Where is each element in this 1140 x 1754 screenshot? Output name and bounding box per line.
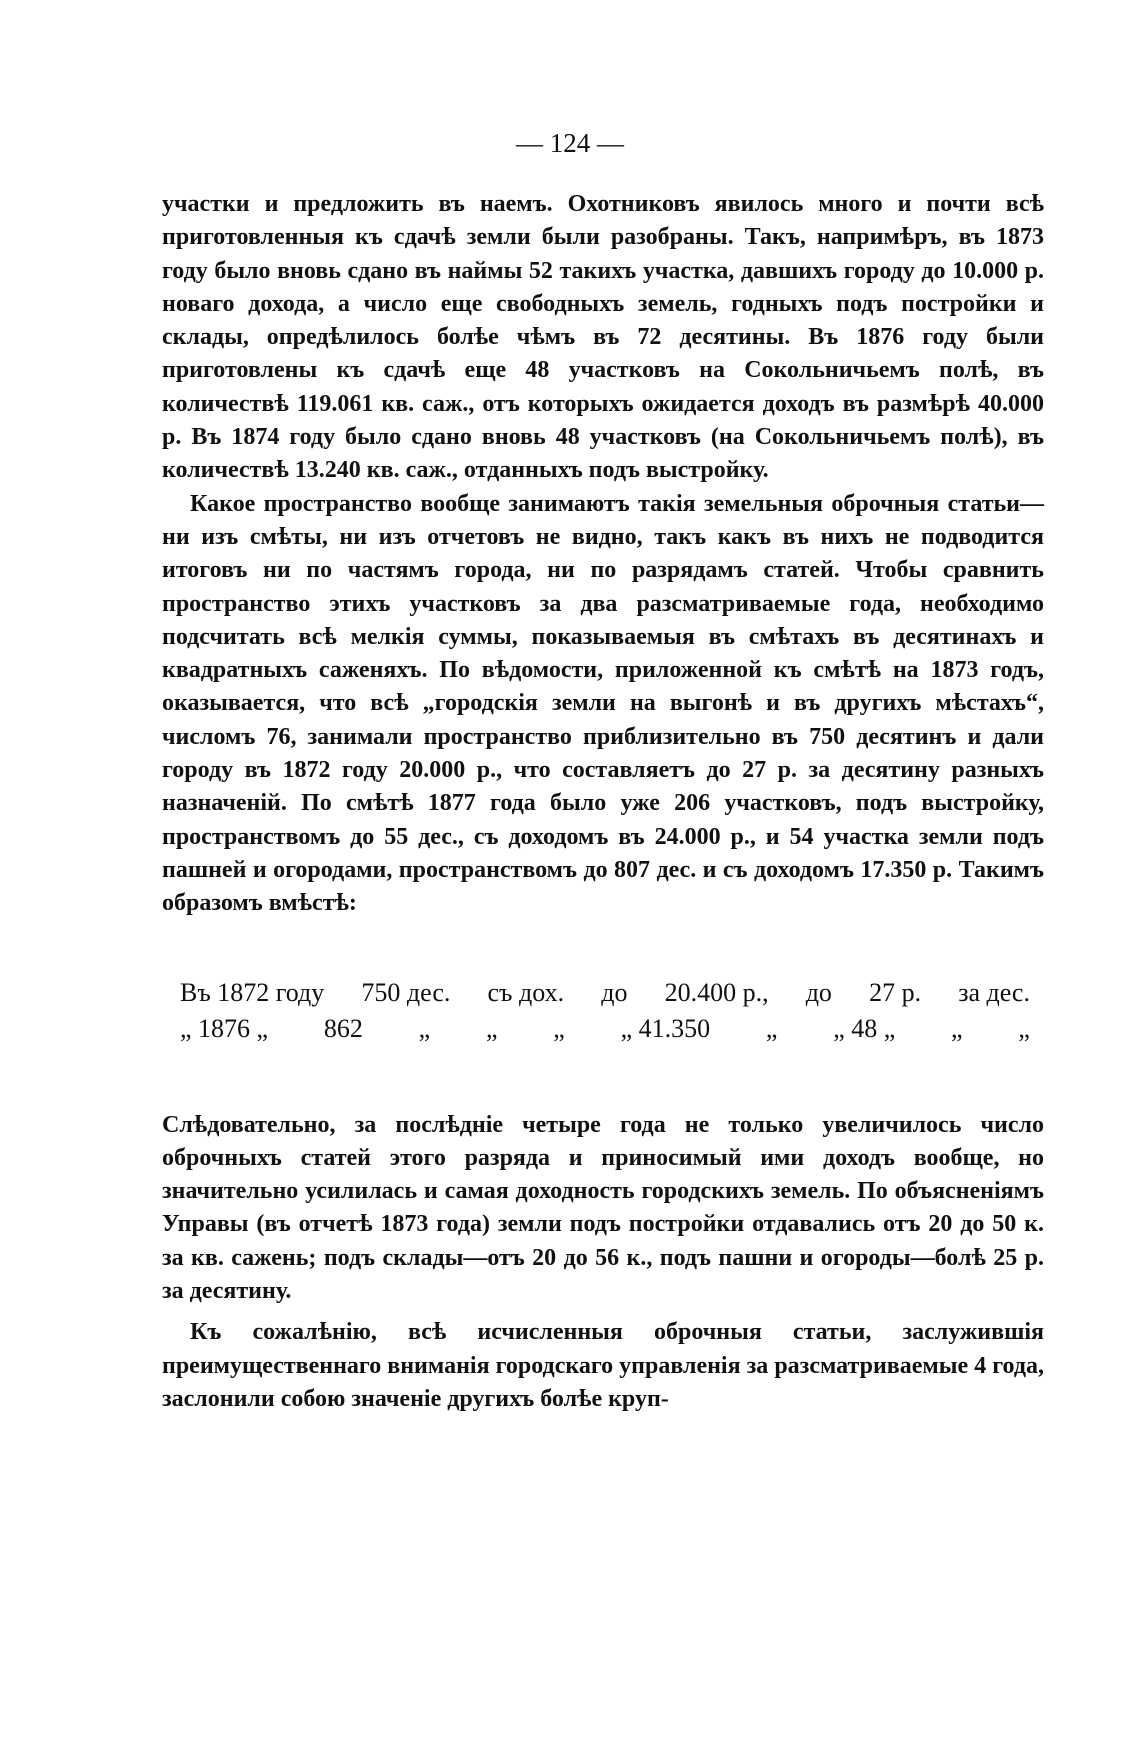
table-cell: „ 1876 „: [180, 1013, 269, 1043]
table-cell: „ 48 „: [833, 1013, 896, 1043]
table-cell: 862: [323, 1013, 363, 1043]
table-cell: 27 р.: [869, 977, 922, 1007]
table-cell: „: [765, 1013, 778, 1043]
paragraph-4: Къ сожалѣнію, всѣ исчисленныя оброчныя статьи, заслужившія преимущественнаго вниманія городскаго управленія за разсматриваемые 4 года, заслонили собою значеніе другихъ болѣе круп-: [162, 1319, 1044, 1412]
table-cell: „: [951, 1013, 963, 1043]
table-cell: „: [485, 1013, 498, 1043]
table-row-1876: [180, 1011, 1030, 1047]
table-cell: 750 дес.: [361, 977, 451, 1007]
body-text: [162, 188, 1044, 1416]
table-cell: 20.400 р.,: [664, 977, 769, 1007]
page-number: — 124 —: [516, 128, 624, 158]
table-cell: съ дох.: [487, 977, 565, 1007]
table-cell: до: [601, 977, 628, 1007]
table-cell: за дес.: [958, 977, 1030, 1007]
table-cell: „ 41.350: [620, 1013, 711, 1043]
paragraph-2: Какое пространство вообще занимаютъ такія земельныя оброчныя статьи—ни изъ смѣты, ни изъ отчетовъ не видно, такъ какъ въ нихъ не подводится итоговъ ни по частямъ города, ни по разрядамъ статей. Чтобы сравнить пространство этихъ участковъ за два разсматриваемые года, необходимо подсчитать всѣ мелкія суммы, показываемыя въ смѣтахъ въ десятинахъ и квадратныхъ саженяхъ. По вѣдомости, приложенной къ смѣтѣ на 1873 годъ, оказывается, что всѣ „городскія земли на выгонѣ и въ другихъ мѣстахъ“, числомъ 76, занимали пространство приблизительно въ 750 десятинъ и дали городу въ 1872 году 20.000 р., что составляетъ до 27 р. за десятину разныхъ назначеній. По смѣтѣ 1877 года было уже 206 участковъ, подъ выстройку, пространствомъ до 55 дес., съ доходомъ въ 24.000 р., и 54 участка земли подъ пашней и огородами, пространствомъ до 807 дес. и съ доходомъ 17.350 р. Такимъ образомъ вмѣстѣ:: [162, 490, 1044, 917]
table-cell: до: [805, 977, 832, 1007]
table-cell: „: [1018, 1013, 1030, 1043]
table-cell: „: [553, 1013, 565, 1043]
paragraph-1: участки и предложить въ наемъ. Охотниковъ явилось много и почти всѣ приготовленныя къ сдачѣ земли были разобраны. Такъ, напримѣръ, въ 1873 году было вновь сдано въ наймы 52 такихъ участка, давшихъ городу до 10.000 р. новаго дохода, а число еще свободныхъ земель, годныхъ подъ постройки и склады, опредѣлилось болѣе чѣмъ въ 72 десятины. Въ 1876 году были приготовлены къ сдачѣ еще 48 участковъ на Сокольничьемъ полѣ, въ количествѣ 119.061 кв. саж., отъ которыхъ ожидается доходъ въ размѣрѣ 40.000 р. Въ 1874 году было сдано вновь 48 участковъ (на Сокольничьемъ полѣ), въ количествѣ 13.240 кв. саж., отданныхъ подъ выстройку.: [162, 191, 1044, 484]
paragraph-3: Слѣдовательно, за послѣдніе четыре года не только увеличилось число оброчныхъ статей этого разряда и приносимый ими доходъ вообще, но значительно усилилась и самая доходность городскихъ земель. По объясненіямъ Управы (въ отчетѣ 1873 года) земли подъ постройки отдавались отъ 20 до 50 к. за кв. сажень; подъ склады—отъ 20 до 56 к., подъ пашни и огороды—болѣ 25 р. за десятину.: [162, 1111, 1044, 1305]
table-cell: Въ 1872 году: [180, 977, 325, 1007]
table-row-1872: [180, 975, 1030, 1011]
table-cell: „: [418, 1013, 431, 1043]
comparison-table: [180, 975, 1030, 1047]
